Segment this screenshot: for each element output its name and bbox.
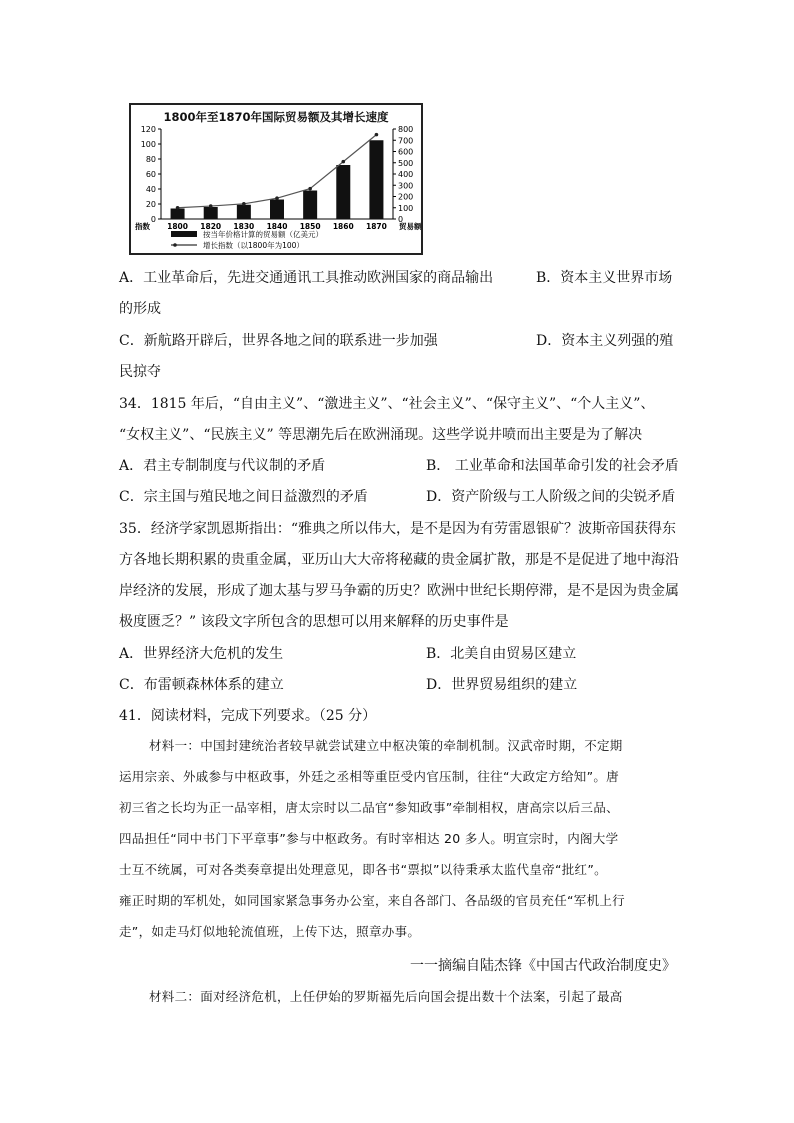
y-right-tick-label: 400: [398, 170, 414, 179]
q35-option-a: A．世界经济大危机的发生: [119, 646, 284, 662]
y-left-tick-label: 120: [140, 125, 156, 134]
bar: [237, 205, 251, 219]
q34-option-d: D．资产阶级与工人阶级之间的尖锐矛盾: [426, 489, 676, 505]
x-label-right: 贸易额: [399, 222, 421, 231]
y-right-tick-label: 200: [398, 192, 414, 202]
q33-option-b: B．资本主义世界市场: [536, 270, 673, 286]
growth-index-point: [209, 204, 213, 208]
x-tick-label: 1820: [200, 222, 222, 231]
material1-line3: 初三省之长均为正一品宰相，唐太宗时以二品官“参知政事”牵制相权，唐高宗以后三品、: [119, 800, 619, 815]
bar: [336, 165, 350, 219]
x-tick-label: 1850: [299, 222, 321, 231]
q33-option-b-cont: 的形成: [119, 301, 161, 317]
x-tick-label: 1830: [233, 222, 255, 231]
y-right-tick-label: 800: [398, 125, 414, 134]
q35-stem-line3: 岸经济的发展，形成了迦太基与罗马争霸的历史？欧洲中世纪长期停滞，是不是因为贵金属: [119, 583, 679, 599]
legend-label-bar: 按当年价格计算的贸易额（亿美元）: [203, 230, 323, 239]
legend-swatch-point: [173, 243, 177, 247]
q34-option-a: A．君主专制制度与代议制的矛盾: [119, 458, 326, 474]
growth-index-point: [242, 202, 246, 206]
q34-option-b: B． 工业革命和法国革命引发的社会矛盾: [426, 458, 679, 474]
y-right-tick-label: 300: [398, 181, 414, 191]
material1-line5: 士互不统属，可对各类奏章提出处理意见，即各书“票拟”以待秉承太监代皇帝“批红”。: [119, 862, 607, 877]
bar: [270, 200, 284, 220]
q35-option-d: D．世界贸易组织的建立: [426, 677, 578, 693]
bar: [171, 209, 185, 220]
y-right-tick-label: 500: [398, 158, 414, 168]
q33-option-d-cont: 民掠夺: [119, 364, 161, 380]
material1-line2: 运用宗亲、外戚参与中枢政事，外廷之丞相等重臣受内官压制，往往“大政定方给知”。唐: [119, 769, 619, 784]
y-right-tick-label: 700: [398, 136, 414, 146]
trade-chart: [129, 103, 423, 255]
y-left-tick-label: 0: [150, 215, 156, 224]
material1-source: 一一摘编自陆杰锋《中国古代政治制度史》: [410, 958, 676, 974]
growth-index-point: [308, 187, 312, 191]
growth-index-point: [375, 133, 379, 137]
legend-label-line: 增长指数（以1800年为100）: [203, 241, 304, 250]
x-tick-label: 1870: [365, 222, 387, 231]
bar: [204, 207, 218, 219]
growth-index-point: [341, 160, 345, 164]
q41-stem: 41．阅读材料，完成下列要求。（25 分）: [119, 708, 377, 724]
y-left-tick-label: 20: [145, 200, 156, 209]
q33-option-a: A．工业革命后，先进交通通讯工具推动欧洲国家的商品输出: [119, 270, 494, 286]
growth-index-point: [176, 206, 180, 210]
x-tick-label: 1840: [266, 222, 288, 231]
q33-option-d: D．资本主义列强的殖: [536, 333, 674, 349]
bar: [369, 140, 383, 219]
q34-option-c: C．宗主国与殖民地之间日益激烈的矛盾: [119, 489, 368, 505]
chart-title: 1800年至1870年国际贸易额及其增长速度: [163, 110, 389, 124]
y-right-tick-label: 100: [398, 203, 414, 213]
y-left-tick-label: 100: [140, 140, 156, 149]
y-right-tick-label: 600: [398, 147, 414, 157]
q35-stem-line1: 35．经济学家凯恩斯指出：“雅典之所以伟大，是不是因为有劳雷恩银矿？波斯帝国获得东: [119, 521, 676, 537]
y-left-tick-label: 80: [145, 155, 156, 164]
q35-option-b: B．北美自由贸易区建立: [426, 646, 577, 662]
material1-line7: 走”，如走马灯似地轮流值班，上传下达，照章办事。: [119, 924, 421, 939]
q34-stem-line1: 34．1815 年后，“自由主义”、“激进主义”、“社会主义”、“保守主义”、“个人主义”、: [119, 396, 655, 412]
material1-line4: 四品担任“同中书门下平章事”参与中枢政务。有时宰相达 20 多人。明宣宗时，内阁大学: [119, 831, 619, 846]
y-left-tick-label: 40: [145, 185, 156, 194]
q35-option-c: C．布雷顿森林体系的建立: [119, 677, 284, 693]
q35-stem-line4: 极度匮乏？” 该段文字所包含的思想可以用来解释的历史事件是: [119, 614, 509, 630]
material2-line1: 材料二：面对经济危机，上任伊始的罗斯福先后向国会提出数十个法案，引起了最高: [149, 989, 623, 1004]
y-left-tick-label: 60: [145, 170, 156, 179]
y-right-tick-label: 0: [398, 215, 404, 224]
legend-swatch-bar: [171, 231, 197, 237]
x-tick-label: 1860: [332, 222, 354, 231]
chart-plot: [131, 105, 421, 253]
x-label-left: 指数: [135, 222, 150, 231]
x-tick-label: 1800: [167, 222, 189, 231]
bar: [303, 191, 317, 220]
q35-stem-line2: 方各地长期积累的贵重金属，亚历山大大帝将秘藏的贵金属扩散，那是不是促进了地中海沿: [119, 552, 679, 568]
q34-stem-line2: “女权主义”、“民族主义” 等思潮先后在欧洲涌现。这些学说井喷而出主要是为了解决: [119, 427, 643, 443]
material1-line1: 材料一：中国封建统治者较早就尝试建立中枢决策的牵制机制。汉武帝时期，不定期: [149, 738, 623, 753]
material1-line6: 雍正时期的军机处，如同国家紧急事务办公室，来自各部门、各品级的官员充任“军机上行: [119, 893, 625, 908]
growth-index-point: [275, 196, 279, 200]
q33-option-c: C．新航路开辟后，世界各地之间的联系进一步加强: [119, 333, 438, 349]
